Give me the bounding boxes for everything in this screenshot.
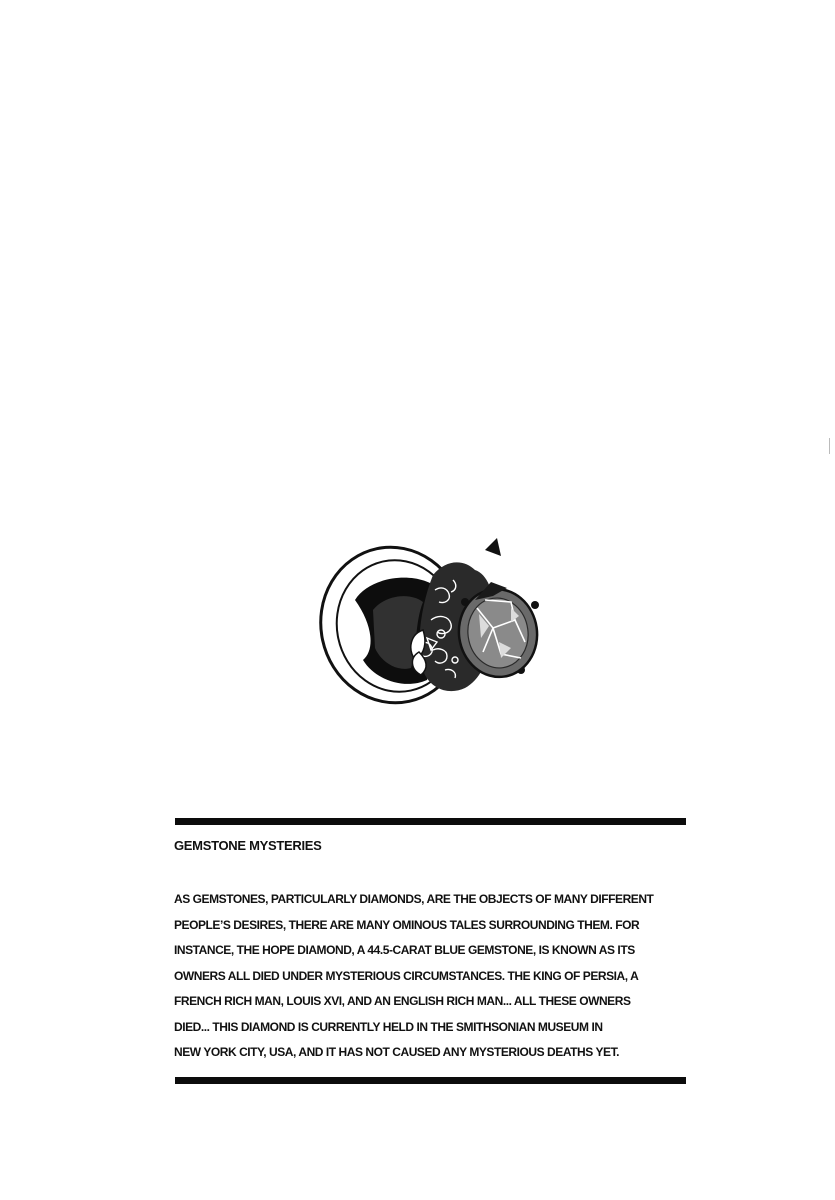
scan-edge-mark bbox=[829, 438, 830, 454]
article-body-line: FRENCH RICH MAN, LOUIS XVI, AND AN ENGLISH RICH MAN... ALL THESE OWNERS bbox=[174, 994, 631, 1008]
article-body-line: PEOPLE’S DESIRES, THERE ARE MANY OMINOUS TALES SURROUNDING THEM. FOR bbox=[174, 917, 640, 932]
top-divider bbox=[175, 818, 686, 825]
bottom-divider bbox=[175, 1077, 686, 1084]
article-body-line: OWNERS ALL DIED UNDER MYSTERIOUS CIRCUMSTANCES. THE KING OF PERSIA, A bbox=[174, 968, 639, 983]
gemstone-ring-icon bbox=[315, 530, 555, 710]
article-body-line: AS GEMSTONES, PARTICULARLY DIAMONDS, ARE THE OBJECTS OF MANY DIFFERENT bbox=[174, 892, 654, 906]
article-body-line: DIED... THIS DIAMOND IS CURRENTLY HELD IN THE SMITHSONIAN MUSEUM IN bbox=[174, 1019, 603, 1034]
article-body-line: INSTANCE, THE HOPE DIAMOND, A 44.5-CARAT BLUE GEMSTONE, IS KNOWN AS ITS bbox=[174, 943, 635, 957]
article-body-line: NEW YORK CITY, USA, AND IT HAS NOT CAUSED ANY MYSTERIOUS DEATHS YET. bbox=[174, 1045, 620, 1059]
article-title: GEMSTONE MYSTERIES bbox=[174, 838, 322, 853]
article-body bbox=[174, 887, 694, 1066]
